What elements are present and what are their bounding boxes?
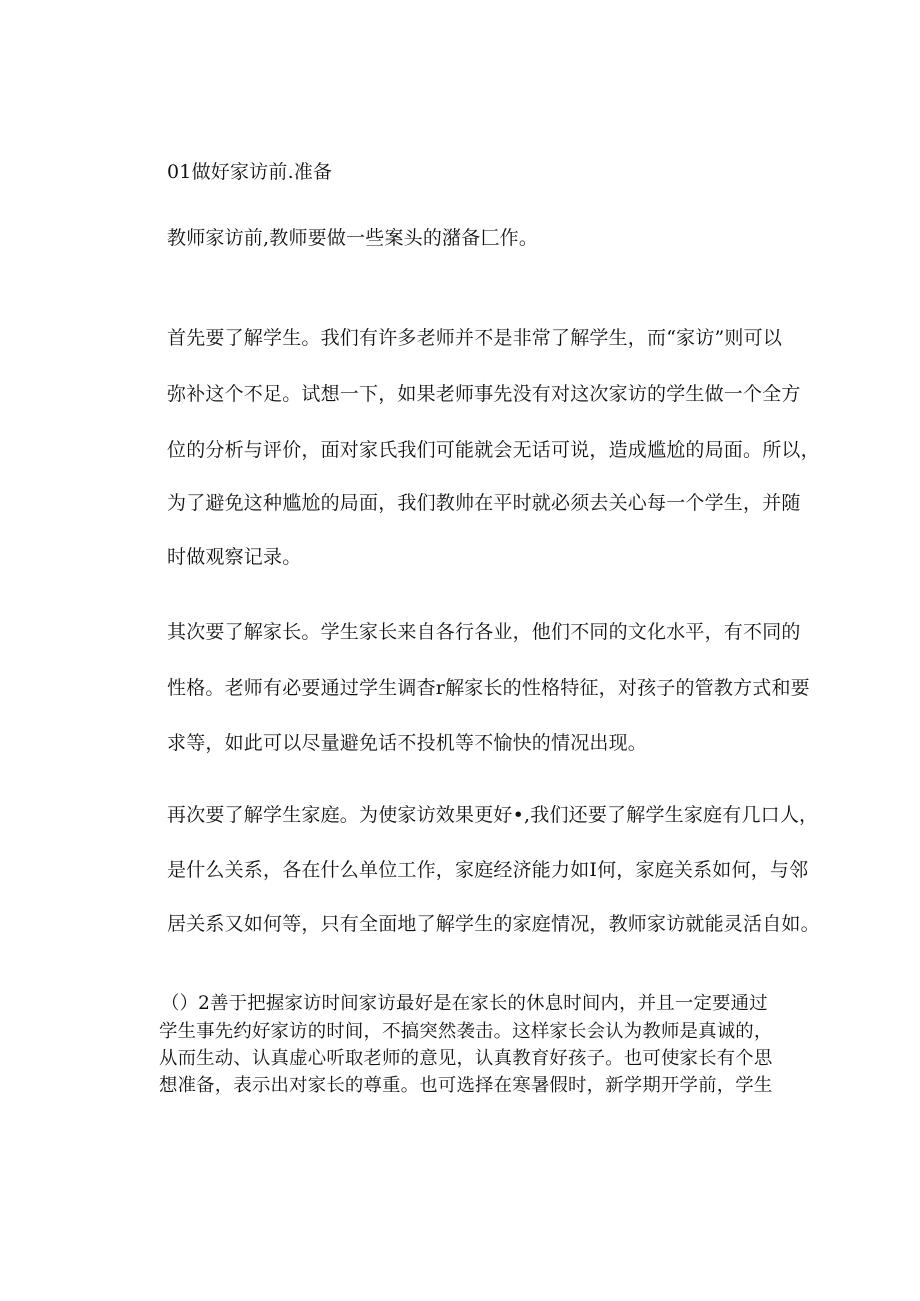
paragraph-line: （）2善于把握家访时间家访最好是在家长的休息时间内，并且一定要通过 xyxy=(161,993,768,1014)
paragraph-line: 性格。老师有必要通过学生调杳r解家长的性格特征，对孩子的管教方式和要 xyxy=(167,677,810,699)
paragraph-line: 其次要了解家长。学生家长来自各行各业，他们不同的文化水平，有不同的 xyxy=(167,621,801,643)
paragraph-line: 想准备，表示出对家长的尊重。也可选择在寒暑假时，新学期开学前，学生 xyxy=(159,1075,773,1096)
paragraph-line: 学生事先约好家访的时间，不搞突然袭击。这样家长会认为教师是真诚的， xyxy=(159,1021,773,1042)
paragraph-line: 位的分析与评价，面对家氏我们可能就会无话可说，造成尴尬的局面。所以， xyxy=(167,439,820,461)
paragraph-line: 时做观察记录。 xyxy=(167,546,302,568)
section-heading: 01做好家访前.准备 xyxy=(167,161,333,183)
paragraph-line: 弥补这个不足。试想一下，如果老师事先没有对这次家访的学生做一个全方 xyxy=(167,383,801,405)
intro-line: 教师家访前,教师要做一些案头的潴备匚作。 xyxy=(167,227,539,249)
paragraph-line: 为了避免这种尴尬的局面，我们教帅在平时就必须去关心每一个学生，并随 xyxy=(167,492,801,514)
paragraph-line: 从而生动、认真虚心听取老师的意见，认真教育好孩子。也可使家长有个思 xyxy=(159,1048,773,1069)
paragraph-line: 求等，如此可以尽量避免话不投机等不愉快的情况出现。 xyxy=(167,732,648,754)
paragraph-line: 再次要了解学生家庭。为使家访效果更好•,我们还要了解学生家庭有几口人， xyxy=(167,804,819,826)
paragraph-line: 首先要了解学生。我们有许多老师并不是非常了解学生，而“家访”则可以 xyxy=(167,327,783,349)
paragraph-line: 是什么关系，各在什么单位工作，家庭经济能力如I何，家庭关系如何，与邻 xyxy=(167,859,809,881)
paragraph-line: 居关系又如何等，只有全面地了解学生的家庭情况，教师家访就能灵活自如。 xyxy=(167,913,820,935)
